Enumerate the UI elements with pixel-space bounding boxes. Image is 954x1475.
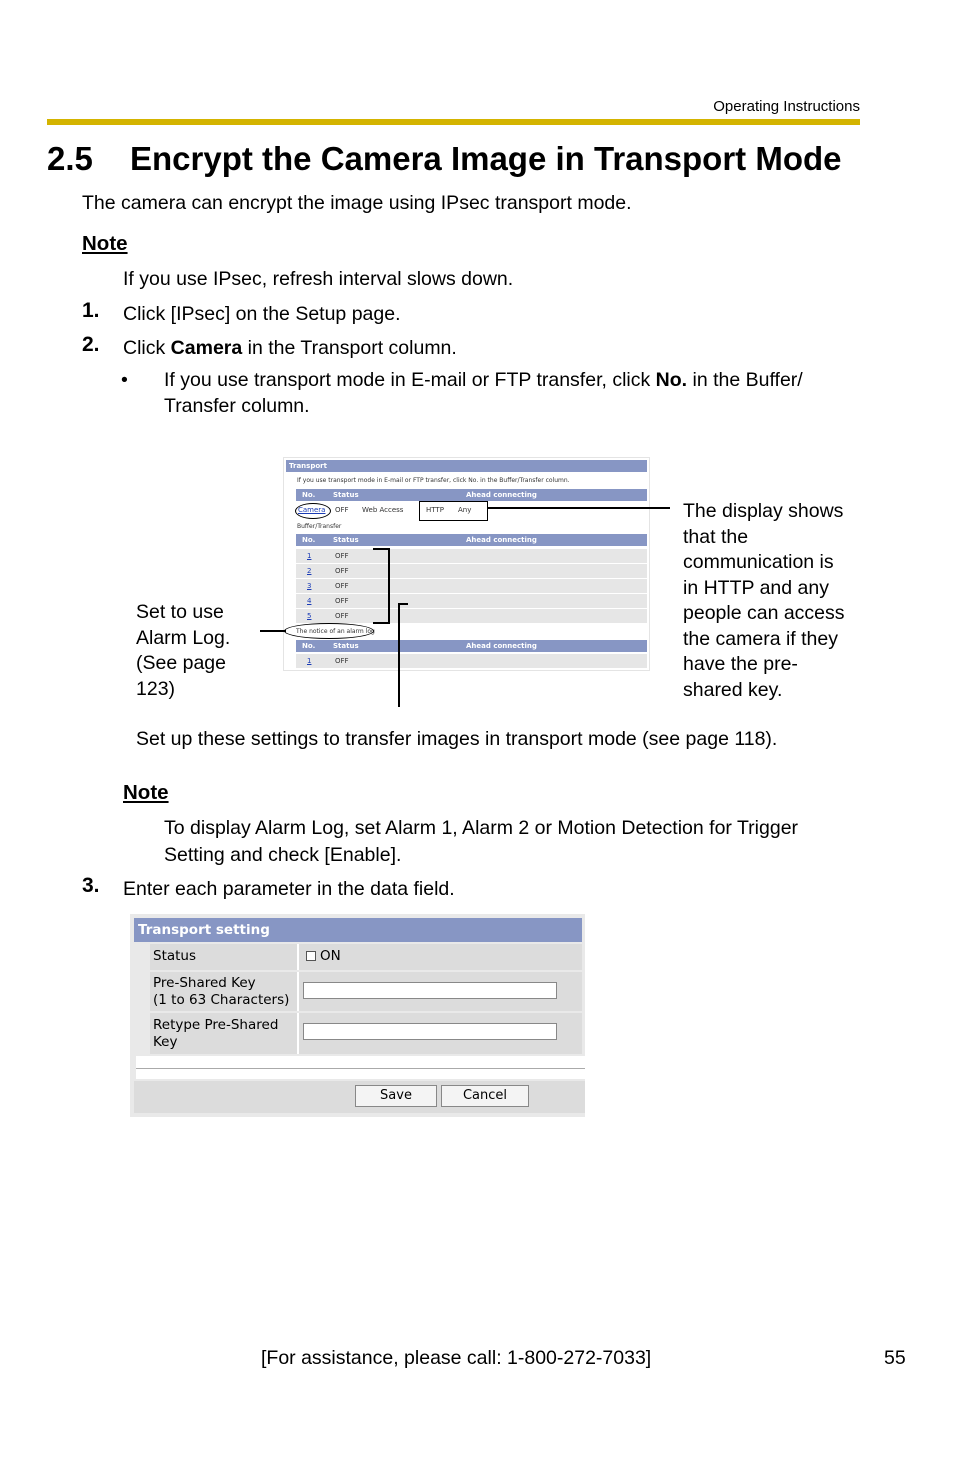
bullet-text [164,367,803,393]
bracket2-vert [398,603,400,707]
callout-left [136,600,230,702]
step2-bold: Camera [170,337,243,359]
note-text-2-line1: To display Alarm Log, set Alarm 1, Alarm 2 or Motion Detection for Trigger [164,817,799,839]
camera-peer: Any [458,506,472,514]
buffer-row [296,594,647,608]
status-label: Status [153,948,197,964]
bullet-post: in the Buffer/ [687,369,803,391]
transport-screenshot [283,457,650,671]
col-no: No. [302,491,316,499]
retype-label-line2: Key [153,1034,178,1050]
assistance-footer: [For assistance, please call: 1-800-272-7033] [261,1347,652,1369]
transport-setting-form [130,914,585,1117]
alarm-label: The notice of an alarm log [296,628,375,635]
status-row [150,944,582,970]
callout-right-line: have the pre- [683,653,798,675]
camera-link[interactable]: Camera [298,506,326,514]
psk-label [153,975,289,1009]
camera-link-circle [295,503,331,519]
alarm-no-link[interactable]: 1 [307,657,312,665]
transport-info: If you use transport mode in E-mail or FTP transfer, click No. in the Buffer/Transfer column. [297,477,570,484]
col-ahead: Ahead connecting [466,536,537,544]
buffer-label: Buffer/Transfer [297,523,342,530]
col-no: No. [302,536,316,544]
buffer-row [296,564,647,578]
alarm-header-row [296,640,647,652]
psk-label-line1: Pre-Shared Key [153,975,256,991]
alarm-status: OFF [335,657,349,665]
step-text-2 [123,335,457,361]
callout-right [683,499,845,703]
http-any-box [419,501,488,521]
intro-text: The camera can encrypt the image using IPsec transport mode. [82,192,632,214]
bullet-pre: If you use transport mode in E-mail or FTP transfer, click [164,369,656,391]
callout-left-line: 123) [136,677,176,700]
psk-label-line2: (1 to 63 Characters) [153,992,290,1008]
buffer-status: OFF [335,567,349,575]
callout-left-line: (See page [136,652,226,674]
form-spacer [136,1056,585,1068]
form-spacer-2 [136,1069,585,1079]
buffer-no-link[interactable]: 3 [307,582,312,590]
step-text-1: Click [IPsec] on the Setup page. [123,303,401,325]
camera-header-row [296,489,647,501]
callout-left-line: Alarm Log. [136,626,231,649]
psk-value [297,972,582,1011]
callout-right-line: communication is [683,551,834,573]
header-rule [47,119,860,125]
status-value [297,944,582,970]
col-status: Status [333,642,359,650]
save-button[interactable]: Save [355,1085,437,1107]
camera-proto: HTTP [426,506,444,514]
status-checkbox[interactable] [306,951,316,961]
cancel-button[interactable]: Cancel [441,1085,529,1107]
form-title-bar: Transport setting [134,918,582,942]
bracket1-bottom [373,622,389,624]
buffer-status: OFF [335,597,349,605]
callout-right-line: that the [683,525,749,548]
section-number: 2.5 [47,140,93,177]
bracket1-vert [388,548,390,624]
callout-right-line: the camera if they [683,627,838,650]
note-heading-2: Note [123,781,169,804]
alarm-row [296,654,647,668]
bracket1-top [373,548,389,550]
buffer-status: OFF [335,552,349,560]
camera-access: Web Access [362,506,404,514]
retype-input[interactable] [303,1023,557,1040]
col-status: Status [333,536,359,544]
step2-post: in the Transport column. [242,337,457,359]
psk-input[interactable] [303,982,557,999]
bullet-bold: No. [655,369,688,391]
psk-row [150,972,582,1011]
note-text-2-line2: Setting and check [Enable]. [164,844,402,866]
bullet-text-line2: Transfer column. [164,395,310,417]
page-number: 55 [884,1347,906,1369]
col-ahead: Ahead connecting [466,642,537,650]
col-ahead: Ahead connecting [466,491,537,499]
retype-value [297,1013,582,1054]
buffer-row [296,579,647,593]
callout-right-line: The display shows [683,500,844,522]
col-no: No. [302,642,316,650]
step-number-2: 2. [82,333,100,356]
buffer-no-link[interactable]: 4 [307,597,312,605]
retype-label-line1: Retype Pre-Shared [153,1017,279,1033]
callout-right-line: people can access [683,602,845,624]
callout-below: Set up these settings to transfer images in transport mode (see page 118). [136,728,778,750]
buffer-no-link[interactable]: 2 [307,567,312,575]
section-title-text: Encrypt the Camera Image in Transport Mode [130,140,842,177]
note-heading-1: Note [82,232,128,255]
bracket2-top [398,603,408,605]
step-number-3: 3. [82,874,100,897]
col-status: Status [333,491,359,499]
callout-line-right [487,507,670,509]
callout-left-line: Set to use [136,601,224,623]
step-text-3: Enter each parameter in the data field. [123,878,455,900]
callout-line-left [260,630,286,632]
buffer-row [296,549,647,563]
status-option-label: ON [320,948,341,964]
note-text-1: If you use IPsec, refresh interval slows down. [123,268,514,290]
section-title [47,140,842,178]
buffer-status: OFF [335,612,349,620]
retype-row [150,1013,582,1054]
camera-status: OFF [335,506,349,514]
bullet-mark: • [121,369,128,391]
step2-pre: Click [123,337,171,359]
callout-right-line: in HTTP and any [683,576,829,599]
transport-title-bar: Transport [286,460,647,472]
buffer-no-link[interactable]: 5 [307,612,312,620]
running-header: Operating Instructions [713,98,860,115]
buffer-header-row [296,534,647,546]
step-number-1: 1. [82,299,100,322]
buffer-status: OFF [335,582,349,590]
callout-right-line: shared key. [683,678,783,701]
buffer-no-link[interactable]: 1 [307,552,312,560]
retype-label [153,1017,278,1051]
buffer-row [296,609,647,623]
